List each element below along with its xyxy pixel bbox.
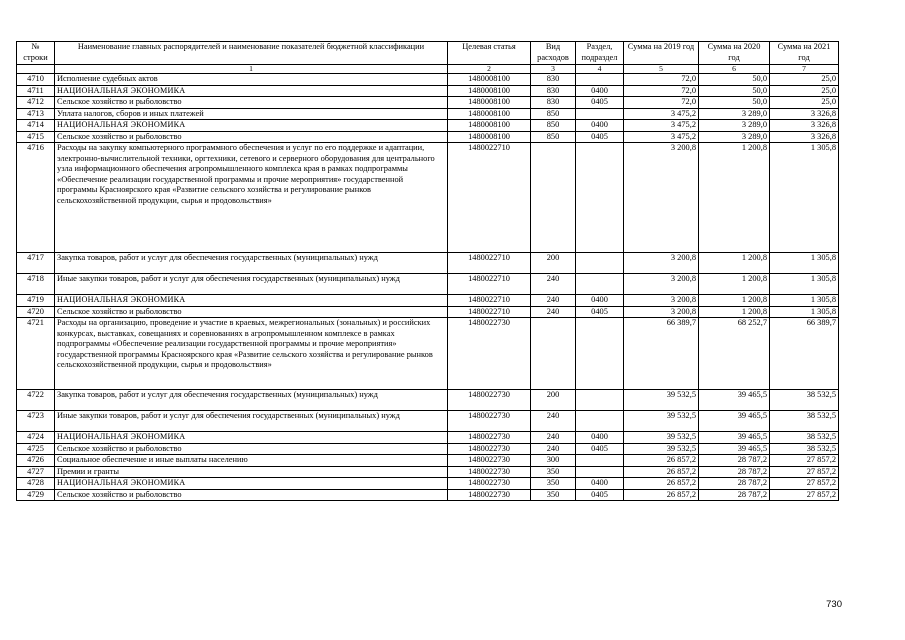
row-section: [576, 390, 624, 411]
row-number: 4718: [17, 274, 55, 295]
table-row: [17, 443, 839, 455]
row-section: 0400: [576, 478, 624, 490]
row-sum-2021: 38 532,5: [770, 432, 839, 444]
row-sum-2021: 3 326,8: [770, 120, 839, 132]
table-row: [17, 97, 839, 109]
row-sum-2019: 3 200,8: [624, 306, 699, 318]
row-sum-2021: 1 305,8: [770, 143, 839, 253]
row-section: 0405: [576, 443, 624, 455]
row-sum-2019: 72,0: [624, 85, 699, 97]
row-number: 4715: [17, 131, 55, 143]
table-row: [17, 131, 839, 143]
row-expense-type: 830: [531, 97, 576, 109]
row-sum-2020: 1 200,8: [699, 143, 770, 253]
row-sum-2019: 26 857,2: [624, 489, 699, 501]
row-section: [576, 466, 624, 478]
row-sum-2021: 1 305,8: [770, 274, 839, 295]
row-section: 0400: [576, 85, 624, 97]
row-sum-2021: 1 305,8: [770, 253, 839, 274]
row-number: 4714: [17, 120, 55, 132]
row-sum-2021: 27 857,2: [770, 466, 839, 478]
row-name: Премии и гранты: [55, 466, 448, 478]
row-name: Сельское хозяйство и рыболовство: [55, 489, 448, 501]
row-target-code: 1480022710: [448, 143, 531, 253]
table-row: [17, 432, 839, 444]
table-row: [17, 253, 839, 274]
row-sum-2020: 1 200,8: [699, 274, 770, 295]
table-row: [17, 306, 839, 318]
col-header-num: № строки: [17, 42, 55, 65]
table-row: [17, 390, 839, 411]
row-section: 0400: [576, 120, 624, 132]
col-header-name: Наименование главных распорядителей и наименование показателей бюджетной классификации: [55, 42, 448, 65]
row-target-code: 1480022710: [448, 253, 531, 274]
row-sum-2019: 39 532,5: [624, 411, 699, 432]
row-expense-type: 200: [531, 390, 576, 411]
row-expense-type: 240: [531, 274, 576, 295]
row-section: 0405: [576, 306, 624, 318]
row-sum-2021: 66 389,7: [770, 318, 839, 390]
row-expense-type: [531, 143, 576, 253]
row-name: Сельское хозяйство и рыболовство: [55, 131, 448, 143]
table-row: [17, 143, 839, 253]
col-header-sum-2021: Сумма на 2021 год: [770, 42, 839, 65]
row-name: Закупка товаров, работ и услуг для обеспечения государственных (муниципальных) нужд: [55, 390, 448, 411]
row-target-code: 1480022730: [448, 318, 531, 390]
row-section: 0400: [576, 295, 624, 307]
row-name: Исполнение судебных актов: [55, 74, 448, 86]
row-sum-2020: 68 252,7: [699, 318, 770, 390]
row-expense-type: 240: [531, 295, 576, 307]
row-target-code: 1480008100: [448, 108, 531, 120]
row-expense-type: 350: [531, 489, 576, 501]
row-number: 4716: [17, 143, 55, 253]
row-sum-2020: 1 200,8: [699, 306, 770, 318]
row-name: Расходы на закупку компьютерного программного обеспечения и услуг по его поддержке и адаптации, электронно-вычислительной техники, оргтехники, сетевого и серверного оборудования для центрального узла информационного обеспечения агропромышленного комплекса края в рамках подпрограммы «Обеспечение реализации государственной программы и прочие мероприятия» государственной программы Красноярского края «Развитие сельского хозяйства и регулирование рынков сельскохозяйственной продукции, сырья и продовольствия»: [55, 143, 448, 253]
row-sum-2021: 38 532,5: [770, 443, 839, 455]
row-section: [576, 318, 624, 390]
table-row: [17, 466, 839, 478]
row-name: НАЦИОНАЛЬНАЯ ЭКОНОМИКА: [55, 85, 448, 97]
row-sum-2019: 72,0: [624, 97, 699, 109]
row-sum-2019: 3 200,8: [624, 143, 699, 253]
row-sum-2019: 3 200,8: [624, 253, 699, 274]
row-number: 4722: [17, 390, 55, 411]
row-sum-2021: 3 326,8: [770, 108, 839, 120]
row-sum-2019: 39 532,5: [624, 390, 699, 411]
row-sum-2019: 3 475,2: [624, 131, 699, 143]
row-sum-2019: 72,0: [624, 74, 699, 86]
row-sum-2019: 3 475,2: [624, 120, 699, 132]
row-name: Расходы на организацию, проведение и участие в краевых, межрегиональных (зональных) и российских конкурсах, выставках, совещаниях и соревнованиях в агропромышленном комплексе в рамках подпрограммы «Обеспечение реализации государственной программы и прочие мероприятия» государственной программы Красноярского края «Развитие сельского хозяйства и регулирование рынков сельскохозяйственной продукции, сырья и продовольствия»: [55, 318, 448, 390]
table-row: [17, 455, 839, 467]
row-number: 4720: [17, 306, 55, 318]
row-section: [576, 108, 624, 120]
row-expense-type: [531, 318, 576, 390]
row-name: НАЦИОНАЛЬНАЯ ЭКОНОМИКА: [55, 120, 448, 132]
row-sum-2020: 1 200,8: [699, 295, 770, 307]
row-name: Иные закупки товаров, работ и услуг для обеспечения государственных (муниципальных) нужд: [55, 274, 448, 295]
column-number-empty: [17, 65, 55, 74]
row-number: 4723: [17, 411, 55, 432]
row-section: [576, 274, 624, 295]
column-number: 7: [770, 65, 839, 74]
row-sum-2019: 66 389,7: [624, 318, 699, 390]
table-row: [17, 295, 839, 307]
row-section: [576, 253, 624, 274]
row-sum-2019: 26 857,2: [624, 478, 699, 490]
row-expense-type: 240: [531, 443, 576, 455]
row-sum-2020: 39 465,5: [699, 411, 770, 432]
table-row: [17, 489, 839, 501]
row-sum-2020: 28 787,2: [699, 466, 770, 478]
row-number: 4725: [17, 443, 55, 455]
row-expense-type: 350: [531, 466, 576, 478]
col-header-sum-2019: Сумма на 2019 год: [624, 42, 699, 65]
row-number: 4726: [17, 455, 55, 467]
row-sum-2021: 38 532,5: [770, 411, 839, 432]
row-name: Сельское хозяйство и рыболовство: [55, 306, 448, 318]
row-section: 0405: [576, 131, 624, 143]
row-sum-2020: 3 289,0: [699, 120, 770, 132]
row-target-code: 1480008100: [448, 120, 531, 132]
row-number: 4724: [17, 432, 55, 444]
row-name: НАЦИОНАЛЬНАЯ ЭКОНОМИКА: [55, 432, 448, 444]
row-target-code: 1480022710: [448, 295, 531, 307]
row-sum-2020: 39 465,5: [699, 390, 770, 411]
table-row: [17, 120, 839, 132]
row-sum-2021: 38 532,5: [770, 390, 839, 411]
row-sum-2020: 3 289,0: [699, 131, 770, 143]
row-target-code: 1480022730: [448, 489, 531, 501]
row-sum-2021: 3 326,8: [770, 131, 839, 143]
row-number: 4710: [17, 74, 55, 86]
row-expense-type: 240: [531, 306, 576, 318]
row-sum-2021: 27 857,2: [770, 489, 839, 501]
row-name: Иные закупки товаров, работ и услуг для обеспечения государственных (муниципальных) нужд: [55, 411, 448, 432]
row-target-code: 1480022730: [448, 466, 531, 478]
row-number: 4719: [17, 295, 55, 307]
page-number: 730: [826, 599, 842, 610]
row-target-code: 1480008100: [448, 131, 531, 143]
row-sum-2019: 26 857,2: [624, 466, 699, 478]
row-section: 0405: [576, 489, 624, 501]
row-name: Закупка товаров, работ и услуг для обеспечения государственных (муниципальных) нужд: [55, 253, 448, 274]
row-section: [576, 74, 624, 86]
row-expense-type: 830: [531, 85, 576, 97]
row-name: НАЦИОНАЛЬНАЯ ЭКОНОМИКА: [55, 478, 448, 490]
row-sum-2019: 3 200,8: [624, 295, 699, 307]
row-number: 4717: [17, 253, 55, 274]
column-number: 6: [699, 65, 770, 74]
row-name: Сельское хозяйство и рыболовство: [55, 97, 448, 109]
column-number: 3: [531, 65, 576, 74]
row-sum-2020: 39 465,5: [699, 432, 770, 444]
column-number-row: [17, 65, 839, 74]
row-name: Социальное обеспечение и иные выплаты населению: [55, 455, 448, 467]
row-number: 4729: [17, 489, 55, 501]
row-expense-type: 240: [531, 432, 576, 444]
row-number: 4712: [17, 97, 55, 109]
row-sum-2019: 26 857,2: [624, 455, 699, 467]
row-expense-type: 850: [531, 131, 576, 143]
row-expense-type: 350: [531, 478, 576, 490]
row-section: [576, 143, 624, 253]
table-row: [17, 478, 839, 490]
col-header-vid: Вид расходов: [531, 42, 576, 65]
row-name: Сельское хозяйство и рыболовство: [55, 443, 448, 455]
row-expense-type: 850: [531, 108, 576, 120]
row-section: [576, 411, 624, 432]
table-row: [17, 85, 839, 97]
row-target-code: 1480022730: [448, 455, 531, 467]
row-sum-2021: 25,0: [770, 97, 839, 109]
row-sum-2021: 25,0: [770, 85, 839, 97]
row-sum-2020: 50,0: [699, 74, 770, 86]
row-sum-2020: 39 465,5: [699, 443, 770, 455]
row-target-code: 1480022730: [448, 443, 531, 455]
row-expense-type: 200: [531, 253, 576, 274]
row-target-code: 1480022730: [448, 432, 531, 444]
row-sum-2021: 1 305,8: [770, 306, 839, 318]
column-number: 5: [624, 65, 699, 74]
row-sum-2020: 28 787,2: [699, 478, 770, 490]
row-expense-type: 830: [531, 74, 576, 86]
row-name: НАЦИОНАЛЬНАЯ ЭКОНОМИКА: [55, 295, 448, 307]
row-sum-2019: 39 532,5: [624, 432, 699, 444]
row-section: 0405: [576, 97, 624, 109]
row-sum-2020: 1 200,8: [699, 253, 770, 274]
row-section: [576, 455, 624, 467]
row-target-code: 1480008100: [448, 74, 531, 86]
row-target-code: 1480022710: [448, 274, 531, 295]
col-header-razdel: Раздел, подраздел: [576, 42, 624, 65]
row-number: 4713: [17, 108, 55, 120]
row-expense-type: 850: [531, 120, 576, 132]
row-sum-2020: 50,0: [699, 85, 770, 97]
row-sum-2021: 1 305,8: [770, 295, 839, 307]
table-row: [17, 274, 839, 295]
row-sum-2019: 3 475,2: [624, 108, 699, 120]
row-target-code: 1480022710: [448, 306, 531, 318]
row-sum-2020: 3 289,0: [699, 108, 770, 120]
row-number: 4727: [17, 466, 55, 478]
column-number: 2: [448, 65, 531, 74]
row-target-code: 1480022730: [448, 478, 531, 490]
table-row: [17, 411, 839, 432]
row-name: Уплата налогов, сборов и иных платежей: [55, 108, 448, 120]
table-row: [17, 318, 839, 390]
row-target-code: 1480022730: [448, 390, 531, 411]
row-sum-2020: 28 787,2: [699, 455, 770, 467]
row-number: 4721: [17, 318, 55, 390]
table-row: [17, 74, 839, 86]
row-sum-2021: 27 857,2: [770, 455, 839, 467]
col-header-sum-2020: Сумма на 2020 год: [699, 42, 770, 65]
table-row: [17, 108, 839, 120]
row-sum-2021: 27 857,2: [770, 478, 839, 490]
column-number: 1: [55, 65, 448, 74]
budget-table: [16, 41, 839, 501]
row-sum-2019: 39 532,5: [624, 443, 699, 455]
row-sum-2021: 25,0: [770, 74, 839, 86]
row-target-code: 1480008100: [448, 85, 531, 97]
row-section: 0400: [576, 432, 624, 444]
row-number: 4711: [17, 85, 55, 97]
col-header-target: Целевая статья: [448, 42, 531, 65]
row-target-code: 1480022730: [448, 411, 531, 432]
row-expense-type: 240: [531, 411, 576, 432]
row-number: 4728: [17, 478, 55, 490]
row-sum-2019: 3 200,8: [624, 274, 699, 295]
row-target-code: 1480008100: [448, 97, 531, 109]
column-number: 4: [576, 65, 624, 74]
row-sum-2020: 50,0: [699, 97, 770, 109]
row-sum-2020: 28 787,2: [699, 489, 770, 501]
row-expense-type: 300: [531, 455, 576, 467]
table-header-row: [17, 42, 839, 65]
